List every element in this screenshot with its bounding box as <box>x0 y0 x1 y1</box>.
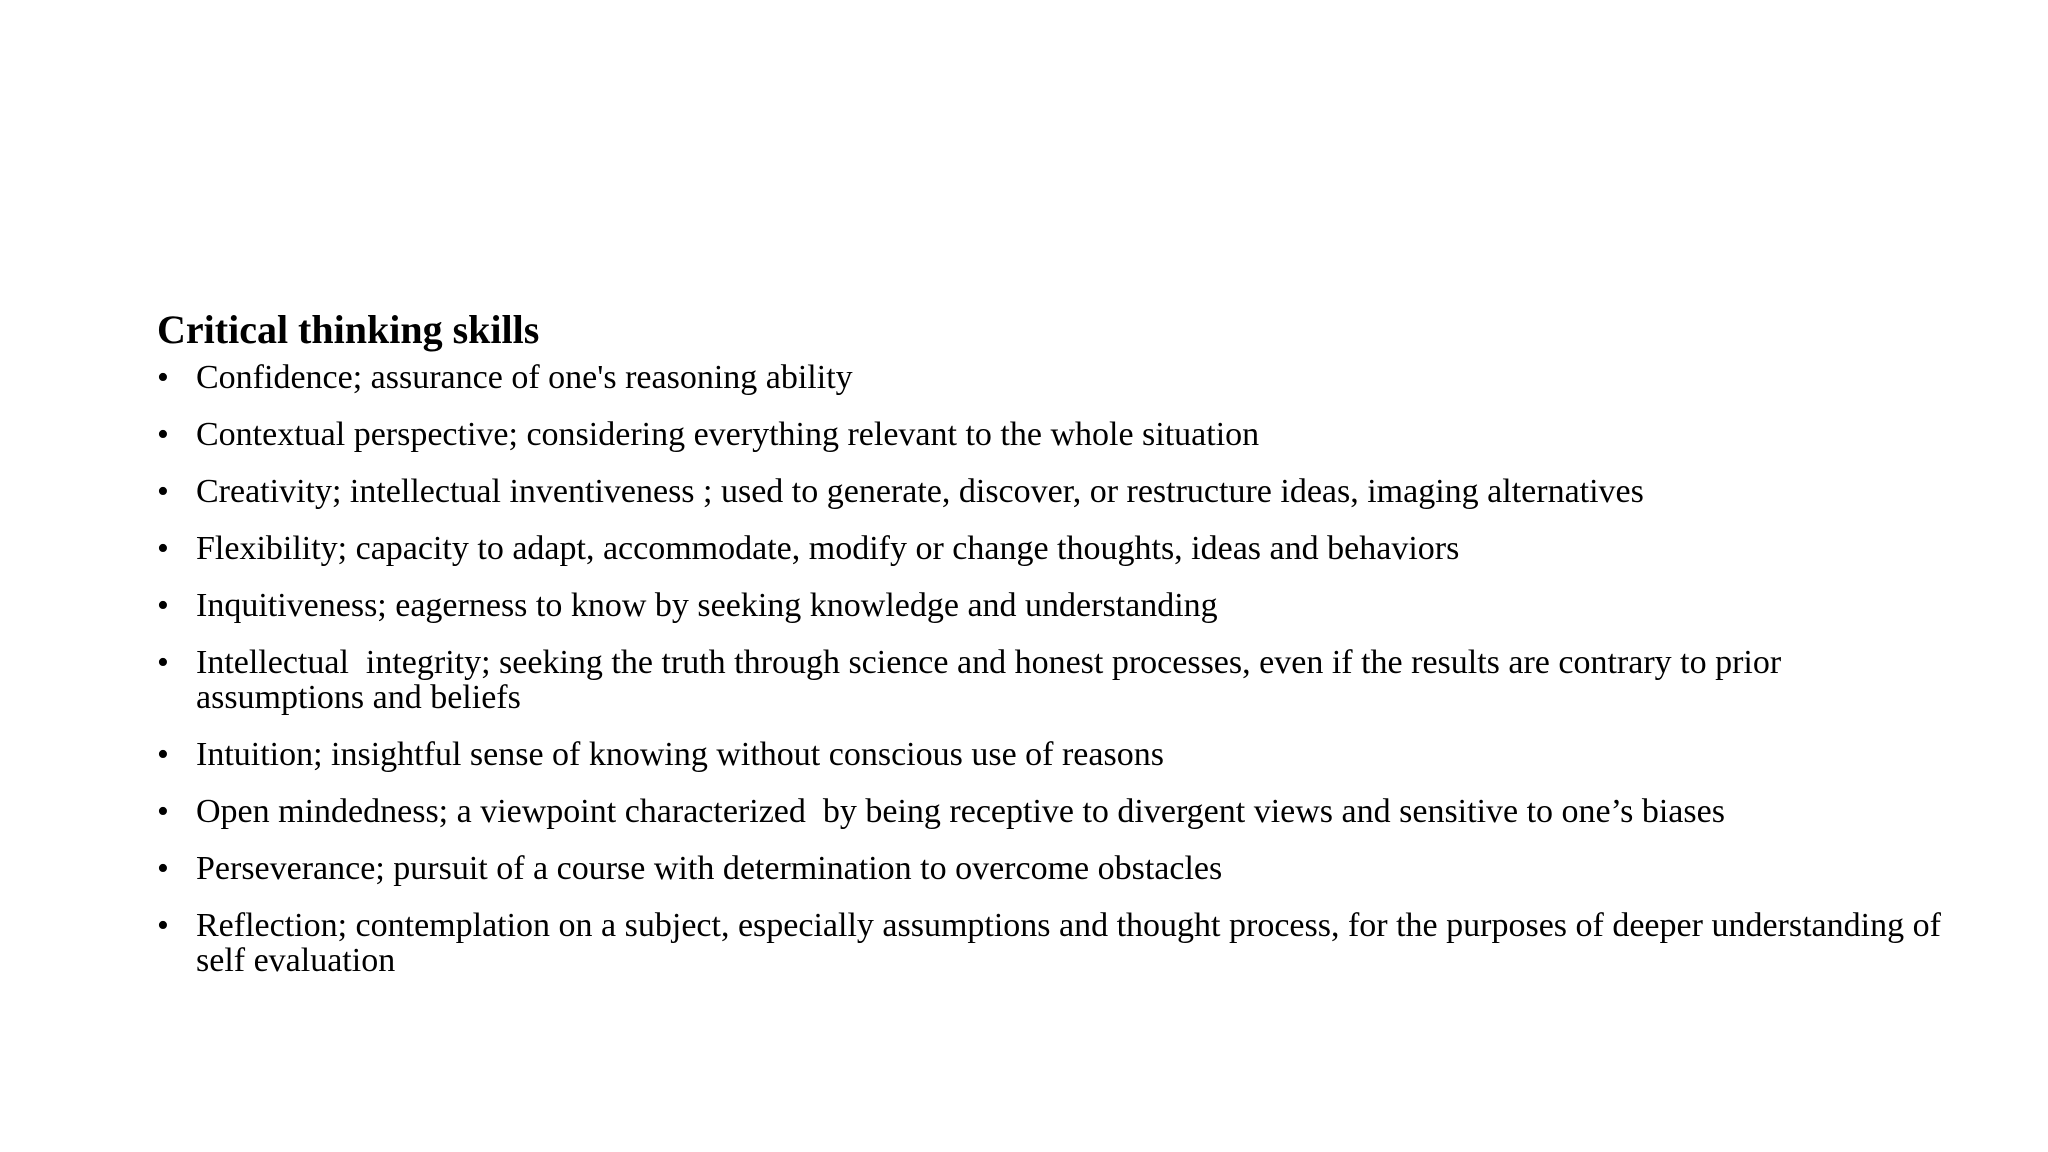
bullet-list <box>157 360 1957 978</box>
bullet-point: • <box>157 359 169 396</box>
bullet-point: • <box>157 850 169 887</box>
slide-content <box>157 306 1957 978</box>
list-item <box>157 588 1957 623</box>
bullet-point: • <box>157 587 169 624</box>
list-item-text: Intuition; insightful sense of knowing without conscious use of reasons <box>196 736 1164 773</box>
bullet-point: • <box>157 416 169 453</box>
bullet-point: • <box>157 736 169 773</box>
list-item-text: Intellectual integrity; seeking the truth through science and honest processes, even if the results are contrary to prior assumptions and beliefs <box>196 644 1790 716</box>
bullet-point: • <box>157 907 169 944</box>
list-item-text: Inquitiveness; eagerness to know by seeking knowledge and understanding <box>196 587 1218 624</box>
list-item-text: Contextual perspective; considering everything relevant to the whole situation <box>196 416 1260 453</box>
list-item-text: Flexibility; capacity to adapt, accommodate, modify or change thoughts, ideas and behaviors <box>196 530 1460 567</box>
list-item <box>157 474 1957 509</box>
list-item-text: Reflection; contemplation on a subject, especially assumptions and thought process, for the purposes of deeper understanding of self evaluation <box>196 907 1941 979</box>
list-item <box>157 645 1957 715</box>
list-item-text: Confidence; assurance of one's reasoning ability <box>196 359 853 396</box>
list-item-text: Open mindedness; a viewpoint characterized by being receptive to divergent views and sensitive to one’s biases <box>196 793 1725 830</box>
list-item <box>157 737 1957 772</box>
list-item <box>157 794 1957 829</box>
list-item <box>157 908 1957 978</box>
slide-title: Critical thinking skills <box>157 307 540 352</box>
list-item <box>157 851 1957 886</box>
list-item <box>157 360 1957 395</box>
bullet-point: • <box>157 644 169 681</box>
list-item-text: Perseverance; pursuit of a course with determination to overcome obstacles <box>196 850 1223 887</box>
list-item <box>157 417 1957 452</box>
list-item <box>157 531 1957 566</box>
bullet-point: • <box>157 473 169 510</box>
bullet-point: • <box>157 793 169 830</box>
bullet-point: • <box>157 530 169 567</box>
list-item-text: Creativity; intellectual inventiveness ; used to generate, discover, or restructure ideas, imaging alternatives <box>196 473 1644 510</box>
